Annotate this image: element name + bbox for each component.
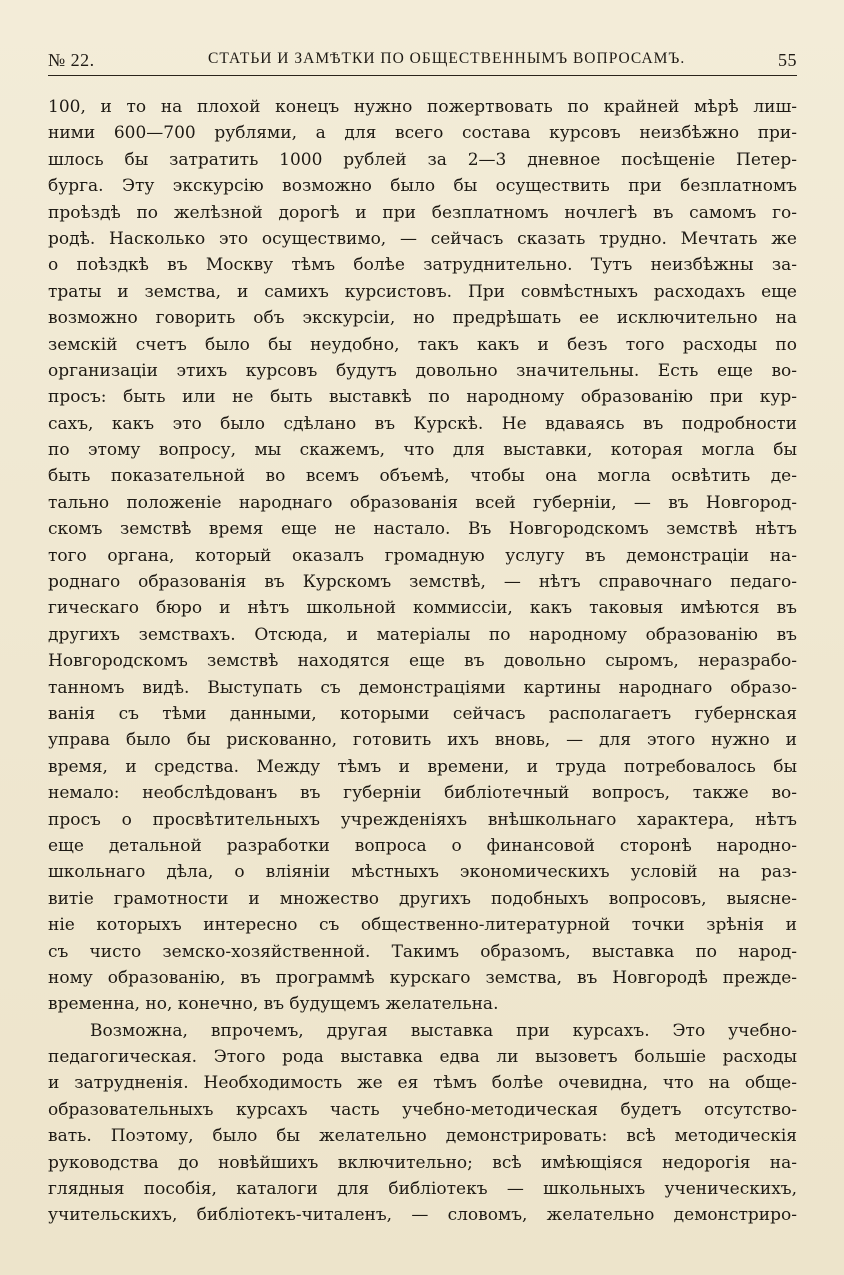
running-header <box>48 48 797 78</box>
text-line: Новгородскомъ земствѣ находятся еще въ довольно сыромъ, неразрабо- <box>48 651 797 672</box>
text-line: по этому вопросу, мы скажемъ, что для выставки, которая могла бы <box>48 440 797 461</box>
text-line: сахъ, какъ это было сдѣлано въ Курскѣ. Не вдаваясь въ подробности <box>48 413 797 434</box>
text-line: роднаго образованія въ Курскомъ земствѣ, — нѣтъ справочнаго педаго- <box>48 572 797 593</box>
text-line: глядныя пособія, каталоги для библіотекъ — школьныхъ ученическихъ, <box>48 1179 797 1200</box>
text-line: тально положеніе народнаго образованія всей губерніи, — въ Новгород- <box>48 492 797 513</box>
text-line: и затрудненія. Необходимость же ея тѣмъ болѣе очевидна, что на обще- <box>48 1073 797 1094</box>
text-line: еще детальной разработки вопроса о финансовой сторонѣ народно- <box>48 835 797 856</box>
body-text <box>48 94 797 1229</box>
text-line: съ чисто земско-хозяйственной. Такимъ образомъ, выставка по народ- <box>48 941 797 962</box>
text-line: управа было бы рискованно, готовить ихъ вновь, — для этого нужно и <box>48 730 797 751</box>
text-line: временна, но, конечно, въ будущемъ желательна. <box>48 994 499 1015</box>
page-number: 55 <box>778 50 797 70</box>
text-line: о поѣздкѣ въ Москву тѣмъ болѣе затруднительно. Тутъ неизбѣжны за- <box>48 255 797 276</box>
text-line: время, и средства. Между тѣмъ и времени, и труда потребовалось бы <box>48 756 797 777</box>
text-line: организаціи этихъ курсовъ будутъ довольно значительны. Есть еще во- <box>48 360 797 381</box>
text-line: ванія съ тѣми данными, которыми сейчасъ располагаетъ губернская <box>48 703 797 724</box>
section-title: СТАТЬИ И ЗАМѢТКИ ПО ОБЩЕСТВЕННЫМЪ ВОПРОСАМЪ. <box>208 50 686 67</box>
text-line: ними 600—700 рублями, а для всего состава курсовъ неизбѣжно при- <box>48 123 797 144</box>
text-line: танномъ видѣ. Выступать съ демонстраціями картины народнаго образо- <box>48 677 797 698</box>
text-line: траты и земства, и самихъ курсистовъ. При совмѣстныхъ расходахъ еще <box>48 281 797 302</box>
text-line: просъ: быть или не быть выставкѣ по народному образованію при кур- <box>48 387 797 408</box>
text-line: проѣздѣ по желѣзной дорогѣ и при безплатномъ ночлегѣ въ самомъ го- <box>48 202 797 223</box>
text-line: просъ о просвѣтительныхъ учрежденіяхъ внѣшкольнаго характера, нѣтъ <box>48 809 797 830</box>
text-line: скомъ земствѣ время еще не настало. Въ Новгородскомъ земствѣ нѣтъ <box>48 519 797 540</box>
header-rule <box>48 75 797 76</box>
text-line: учительскихъ, библіотекъ-читаленъ, — словомъ, желательно демонстриро- <box>48 1205 797 1226</box>
text-line: руководства до новѣйшихъ включительно; всѣ имѣющіяся недорогія на- <box>48 1152 797 1173</box>
text-line: того органа, который оказалъ громадную услугу въ демонстраціи на- <box>48 545 797 566</box>
text-line: ніе которыхъ интересно съ общественно-литературной точки зрѣнія и <box>48 915 797 936</box>
text-line: бурга. Эту экскурсію возможно было бы осуществить при безплатномъ <box>48 176 797 197</box>
text-line: родѣ. Насколько это осуществимо, — сейчасъ сказать трудно. Мечтать же <box>48 228 797 249</box>
text-line: возможно говорить объ экскурсіи, но предрѣшать ее исключительно на <box>48 308 797 329</box>
text-line: быть показательной во всемъ объемѣ, чтобы она могла освѣтить де- <box>48 466 797 487</box>
text-line: образовательныхъ курсахъ часть учебно-методическая будетъ отсутство- <box>48 1099 797 1120</box>
text-line: шлось бы затратить 1000 рублей за 2—3 дневное посѣщеніе Петер- <box>48 149 797 170</box>
text-line: 100, и то на плохой конецъ нужно пожертвовать по крайней мѣрѣ лиш- <box>48 97 797 117</box>
text-line: педагогическая. Этого рода выставка едва ли вызоветъ большіе расходы <box>48 1047 797 1068</box>
text-line: школьнаго дѣла, о вліяніи мѣстныхъ экономическихъ условій на раз- <box>48 862 797 883</box>
text-line: немало: необслѣдованъ въ губерніи библіотечный вопросъ, также во- <box>48 783 797 804</box>
text-line: вать. Поэтому, было бы желательно демонстрировать: всѣ методическія <box>48 1126 797 1147</box>
text-line: другихъ земствахъ. Отсюда, и матеріалы по народному образованію въ <box>48 624 797 645</box>
text-line: Возможна, впрочемъ, другая выставка при курсахъ. Это учебно- <box>90 1020 797 1041</box>
text-line: ному образованію, въ программѣ курскаго земства, въ Новгородѣ прежде- <box>48 967 797 988</box>
text-line: витіе грамотности и множество другихъ подобныхъ вопросовъ, выясне- <box>48 888 797 909</box>
text-line: гическаго бюро и нѣтъ школьной коммиссіи, какъ таковыя имѣются въ <box>48 598 797 619</box>
text-line: земскій счетъ было бы неудобно, такъ какъ и безъ того расходы по <box>48 334 797 355</box>
issue-number: № 22. <box>48 50 95 70</box>
